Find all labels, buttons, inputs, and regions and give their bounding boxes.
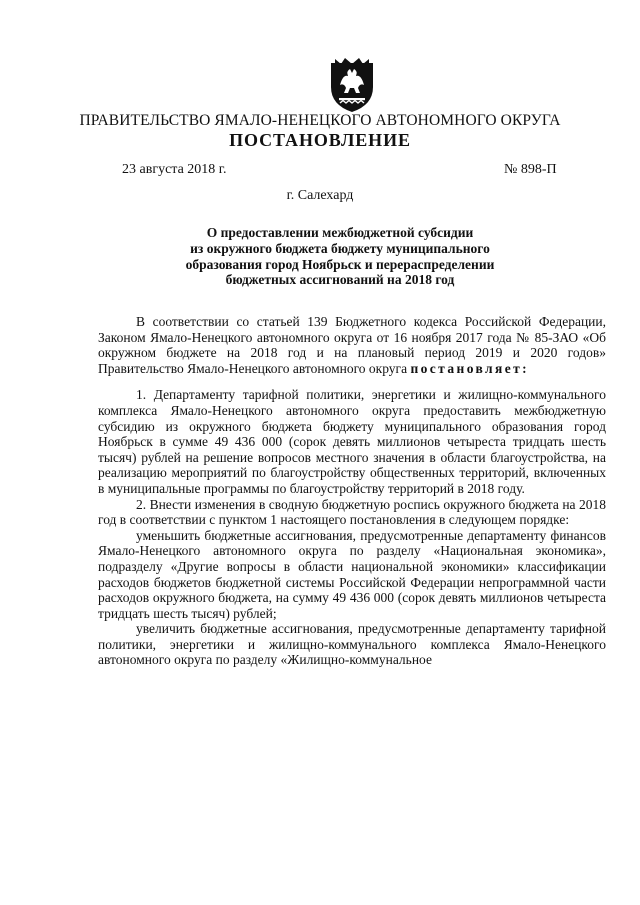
subject-line: образования город Ноябрьск и перераспределении — [185, 256, 495, 272]
document-city: г. Салехард — [286, 188, 354, 203]
coat-of-arms-icon — [327, 57, 377, 113]
subject-line: из окружного бюджета бюджету муниципального — [190, 240, 490, 256]
document-body — [98, 314, 606, 668]
document-date: 23 августа 2018 г. — [122, 162, 227, 177]
subject-line: бюджетных ассигнований на 2018 год — [225, 272, 455, 288]
resolves-word: постановляет: — [410, 360, 530, 376]
document-subject — [150, 225, 530, 288]
document-number: № 898-П — [504, 162, 557, 177]
clause-2-decrease: уменьшить бюджетные ассигнования, предусмотренные департаменту финансов Ямало-Ненецкого автономного округа по разделу «Национальная экономика», подразделу «Другие вопросы в области национальной экономики» классификации расходов бюджетов бюджетной системы Российской Федерации непрограммной части расходов окружного бюджета, на сумму 49 436 000 (сорок девять миллионов четыреста тридцать шесть тысяч) рублей; — [98, 527, 606, 621]
document-type: ПОСТАНОВЛЕНИЕ — [229, 130, 411, 150]
intro-text: В соответствии со статьей 139 Бюджетного кодекса Российской Федерации, Законом Ямало-Ненецкого автономного округа от 16 ноября 2017 года № 85-ЗАО «Об окружном бюджете на 2018 год и на плановый период 2019 и 2020 годов» Правительство Ямало-Ненецкого автономного округа — [98, 314, 606, 376]
clause-2-increase: увеличить бюджетные ассигнования, предусмотренные департаменту тарифной политики, энергетики и жилищно-коммунального комплекса Ямало-Ненецкого автономного округа по разделу «Жилищно-коммунальное — [98, 621, 606, 668]
clause-2: 2. Внести изменения в сводную бюджетную роспись окружного бюджета на 2018 год в соответствии с пунктом 1 настоящего постановления в следующем порядке: — [98, 496, 606, 528]
subject-line: О предоставлении межбюджетной субсидии — [206, 225, 474, 240]
clause-1: 1. Департаменту тарифной политики, энергетики и жилищно-коммунального комплекса Ямало-Ненецкого автономного округа предоставить межбюджетную субсидию из окружного бюджета бюджету муниципального образования город Ноябрьск в сумме 49 436 000 (сорок девять миллионов четыреста тридцать шесть тысяч) рублей на решение вопросов местного значения в области благоустройства, на реализацию мероприятий по благоустройству общественных территорий, включенных в муниципальные программы по благоустройству территорий в 2018 году. — [98, 387, 606, 496]
government-title: ПРАВИТЕЛЬСТВО ЯМАЛО-НЕНЕЦКОГО АВТОНОМНОГО ОКРУГА — [79, 112, 561, 129]
intro-paragraph — [98, 314, 606, 376]
